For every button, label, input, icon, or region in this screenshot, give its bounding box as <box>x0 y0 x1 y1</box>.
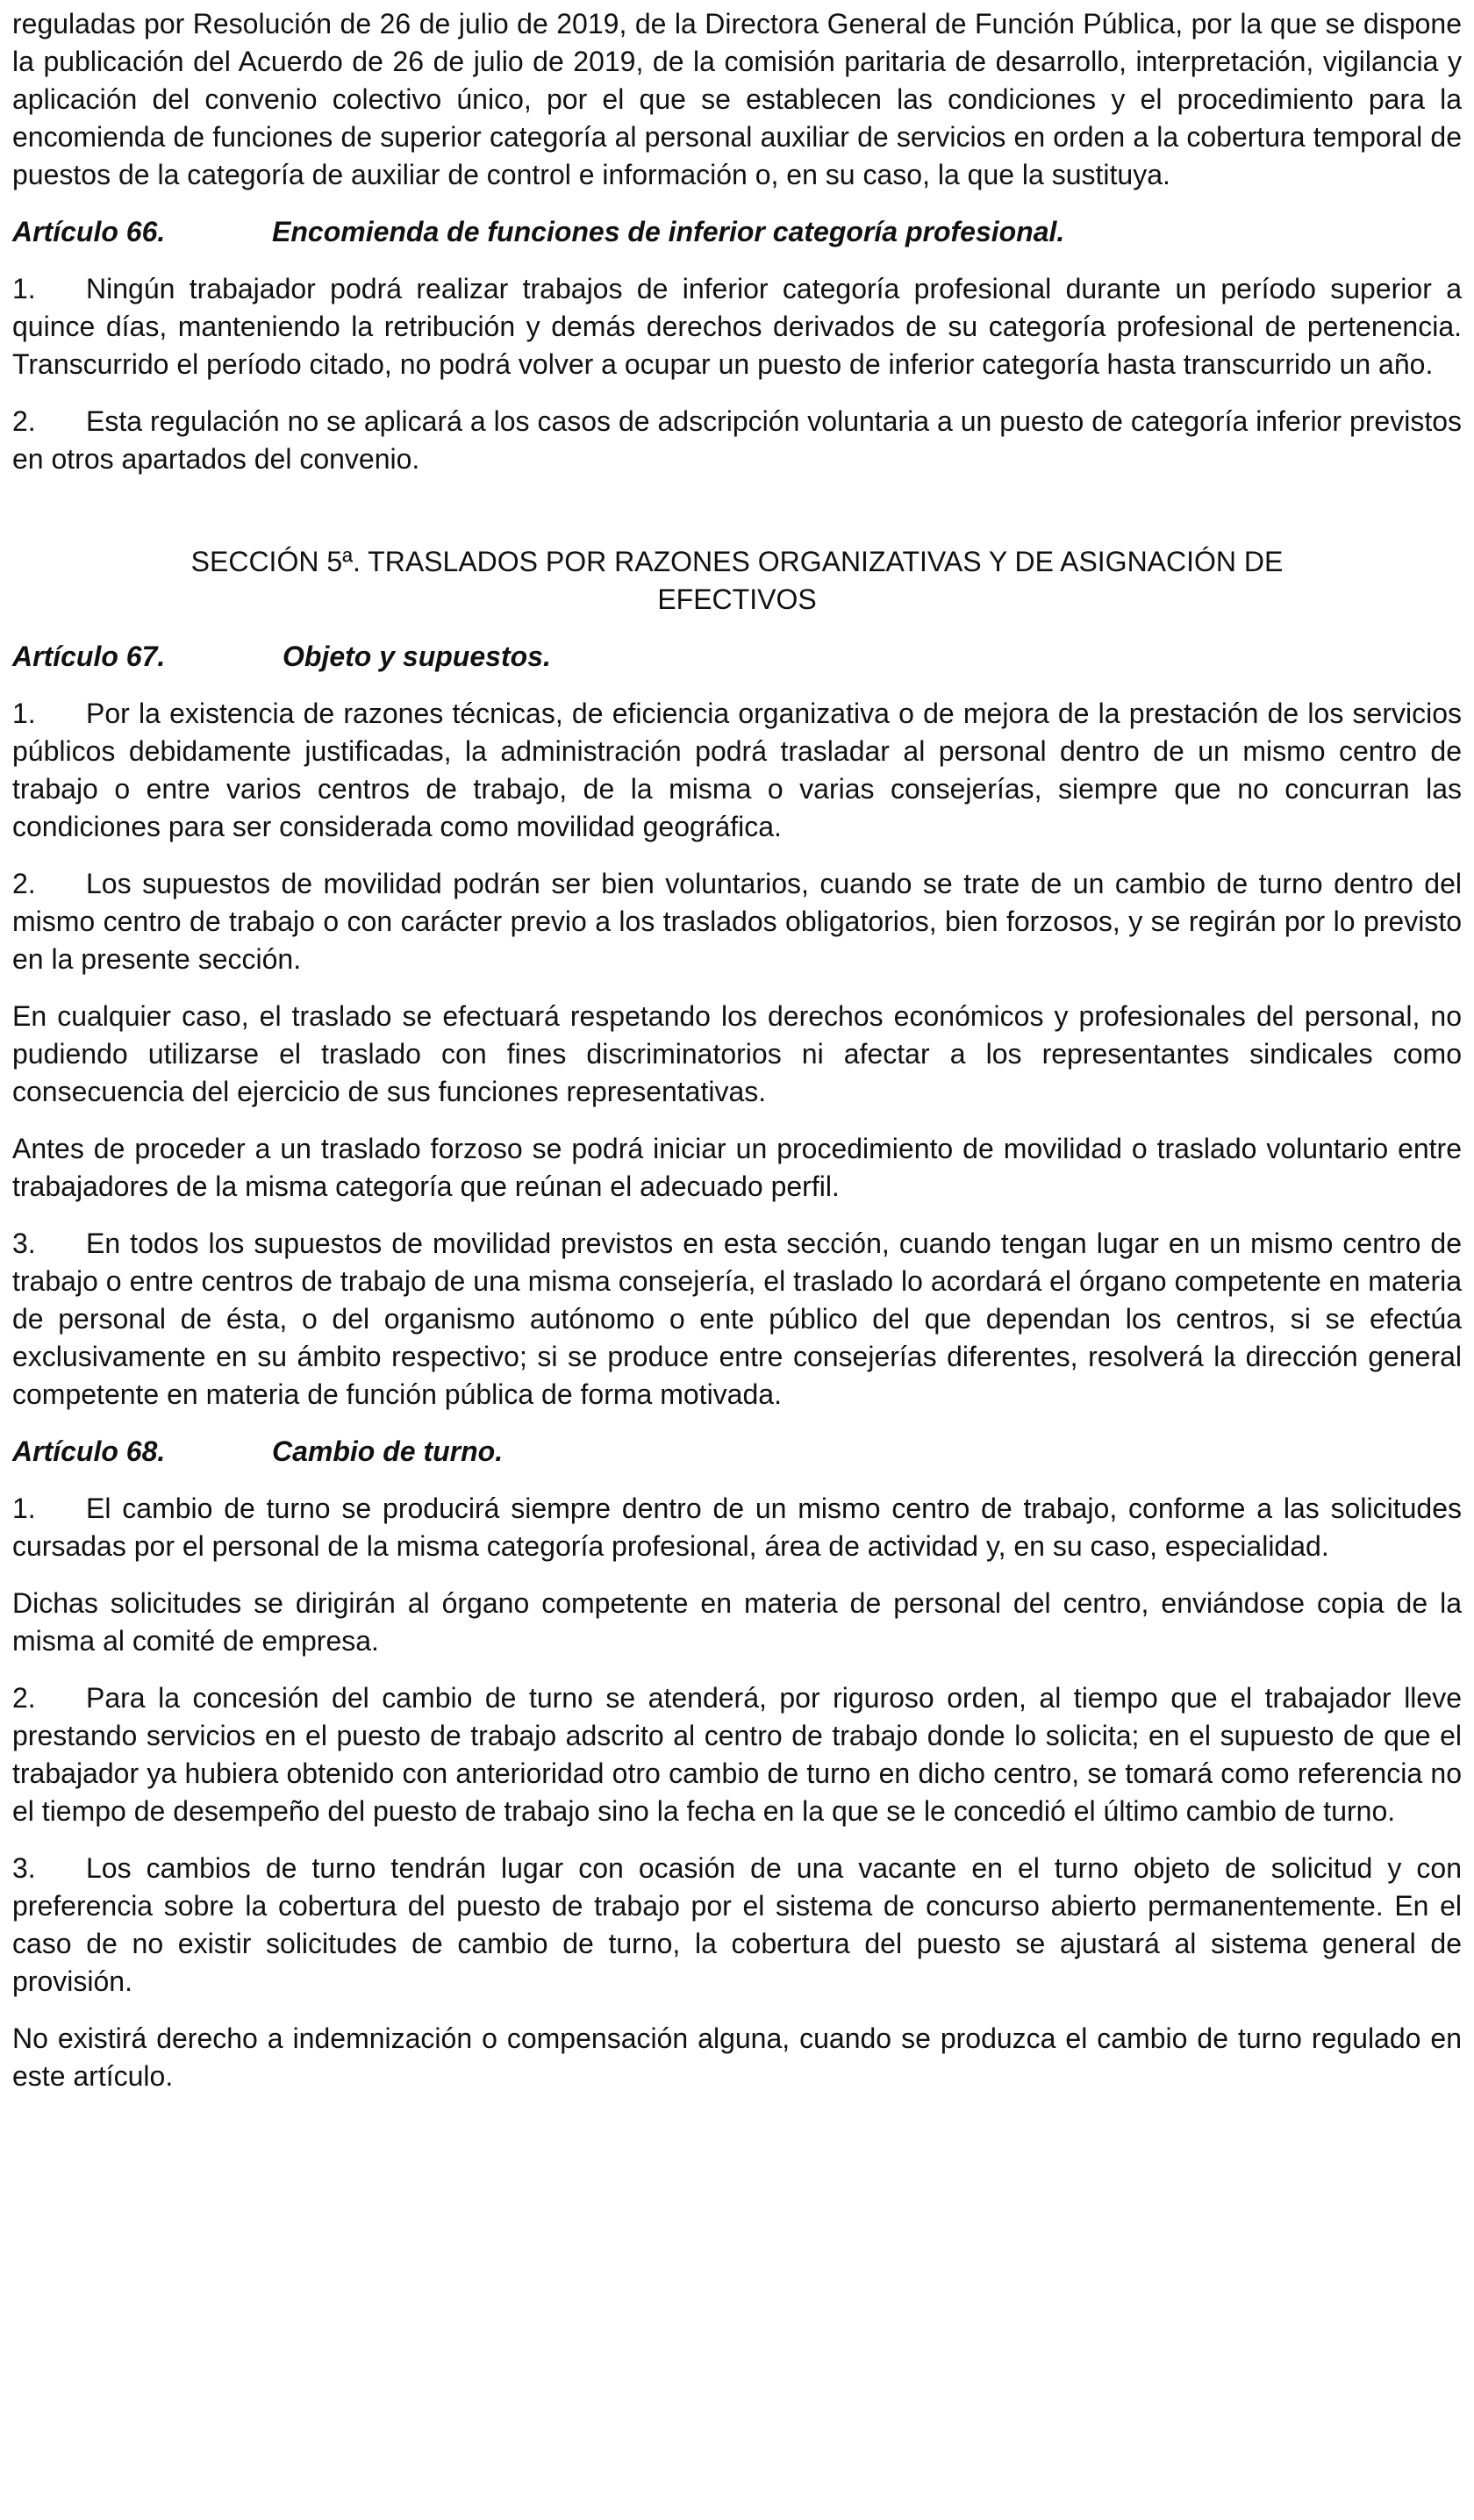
paragraph-number: 2. <box>12 1682 36 1714</box>
paragraph-text: Ningún trabajador podrá realizar trabajos de inferior categoría profesional durante un período superior a quince días, manteniendo la retribución y demás derechos derivados de su categoría profesional de pertenencia. Transcurrido el período citado, no podrá volver a ocupar un puesto de inferior categoría hasta transcurrido un año. <box>12 273 1462 380</box>
paragraph-text: Esta regulación no se aplicará a los casos de adscripción voluntaria a un puesto de categoría inferior previstos en otros apartados del convenio. <box>12 405 1462 475</box>
article-68-paragraph-3 <box>12 1850 1462 2001</box>
article-68-paragraph-3b: No existirá derecho a indemnización o compensación alguna, cuando se produzca el cambio de turno regulado en este artículo. <box>12 2022 1462 2092</box>
paragraph-text: En todos los supuestos de movilidad previstos en esta sección, cuando tengan lugar en un mismo centro de trabajo o entre centros de trabajo de una misma consejería, el traslado lo acordará el órgano competente en materia de personal de ésta, o del organismo autónomo o ente público del que dependan los centros, si se efectúa exclusivamente en su ámbito respectivo; si se produce entre consejerías diferentes, resolverá la dirección general competente en materia de función pública de forma motivada. <box>12 1228 1462 1410</box>
article-67-heading <box>12 638 1462 676</box>
paragraph-text: Los cambios de turno tendrán lugar con ocasión de una vacante en el turno objeto de solicitud y con preferencia sobre la cobertura del puesto de trabajo por el sistema de concurso abierto permanentemente. En el caso de no existir solicitudes de cambio de turno, la cobertura del puesto se ajustará al sistema general de provisión. <box>12 1852 1462 1997</box>
paragraph-text: El cambio de turno se producirá siempre dentro de un mismo centro de trabajo, conforme a las solicitudes cursadas por el personal de la misma categoría profesional, área de actividad y, en su caso, especialidad. <box>12 1493 1462 1562</box>
paragraph-number: 1. <box>12 273 36 304</box>
article-68-paragraph-1 <box>12 1490 1462 1565</box>
paragraph-text: Los supuestos de movilidad podrán ser bien voluntarios, cuando se trate de un cambio de turno dentro del mismo centro de trabajo o con carácter previo a los traslados obligatorios, bien forzosos, y se regirán por lo previsto en la presente sección. <box>12 868 1462 975</box>
paragraph-number: 1. <box>12 698 36 729</box>
article-68-paragraph-1b: Dichas solicitudes se dirigirán al órgano competente en materia de personal del centro, enviándose copia de la misma al comité de empresa. <box>12 1587 1462 1657</box>
article-66-heading <box>12 213 1462 251</box>
article-67-paragraph-2c: Antes de proceder a un traslado forzoso se podrá iniciar un procedimiento de movilidad o traslado voluntario entre trabajadores de la misma categoría que reúnan el adecuado perfil. <box>12 1133 1462 1202</box>
article-68-heading <box>12 1433 1462 1471</box>
paragraph-text: Por la existencia de razones técnicas, de eficiencia organizativa o de mejora de la prestación de los servicios públicos debidamente justificadas, la administración podrá trasladar al personal dentro de un mismo centro de trabajo o entre varios centros de trabajo, de la misma o varias consejerías, siempre que no concurran las condiciones para ser considerada como movilidad geográfica. <box>12 698 1462 842</box>
article-67-paragraph-3 <box>12 1225 1462 1414</box>
article-title: Encomienda de funciones de inferior categoría profesional. <box>272 216 1065 247</box>
article-67-paragraph-1 <box>12 695 1462 846</box>
article-67-paragraph-2b: En cualquier caso, el traslado se efectuará respetando los derechos económicos y profesionales del personal, no pudiendo utilizarse el traslado con fines discriminatorios ni afectar a los representantes sindicales como consecuencia del ejercicio de sus funciones representativas. <box>12 1000 1462 1107</box>
paragraph-number: 3. <box>12 1852 36 1884</box>
section-heading <box>12 543 1462 619</box>
intro-paragraph: reguladas por Resolución de 26 de julio de 2019, de la Directora General de Función Pública, por la que se dispone la publicación del Acuerdo de 26 de julio de 2019, de la comisión paritaria de desarrollo, interpretación, vigilancia y aplicación del convenio colectivo único, por el que se establecen las condiciones y el procedimiento para la encomienda de funciones de superior categoría al personal auxiliar de servicios en orden a la cobertura temporal de puestos de la categoría de auxiliar de control e información o, en su caso, la que la sustituya. <box>12 8 1462 190</box>
article-66-paragraph-1 <box>12 270 1462 383</box>
article-66-paragraph-2 <box>12 403 1462 478</box>
paragraph-number: 1. <box>12 1493 36 1524</box>
article-label: Artículo 67. <box>12 641 166 672</box>
paragraph-number: 3. <box>12 1228 36 1259</box>
article-67-paragraph-2 <box>12 865 1462 978</box>
paragraph-text: Para la concesión del cambio de turno se atenderá, por riguroso orden, al tiempo que el trabajador lleve prestando servicios en el puesto de trabajo adscrito al centro de trabajo donde lo solicita; en el supuesto de que el trabajador ya hubiera obtenido con anterioridad otro cambio de turno en dicho centro, se tomará como referencia no el tiempo de desempeño del puesto de trabajo sino la fecha en la que se le concedió el último cambio de turno. <box>12 1682 1462 1827</box>
paragraph-number: 2. <box>12 868 36 899</box>
article-label: Artículo 66. <box>12 216 166 247</box>
section-heading-line: EFECTIVOS <box>657 583 817 615</box>
article-title: Cambio de turno. <box>272 1435 504 1467</box>
section-heading-line: SECCIÓN 5ª. TRASLADOS POR RAZONES ORGANIZATIVAS Y DE ASIGNACIÓN DE <box>190 546 1284 577</box>
article-label: Artículo 68. <box>12 1435 166 1467</box>
article-title: Objeto y supuestos. <box>283 641 551 672</box>
article-68-paragraph-2 <box>12 1679 1462 1830</box>
paragraph-number: 2. <box>12 405 36 437</box>
